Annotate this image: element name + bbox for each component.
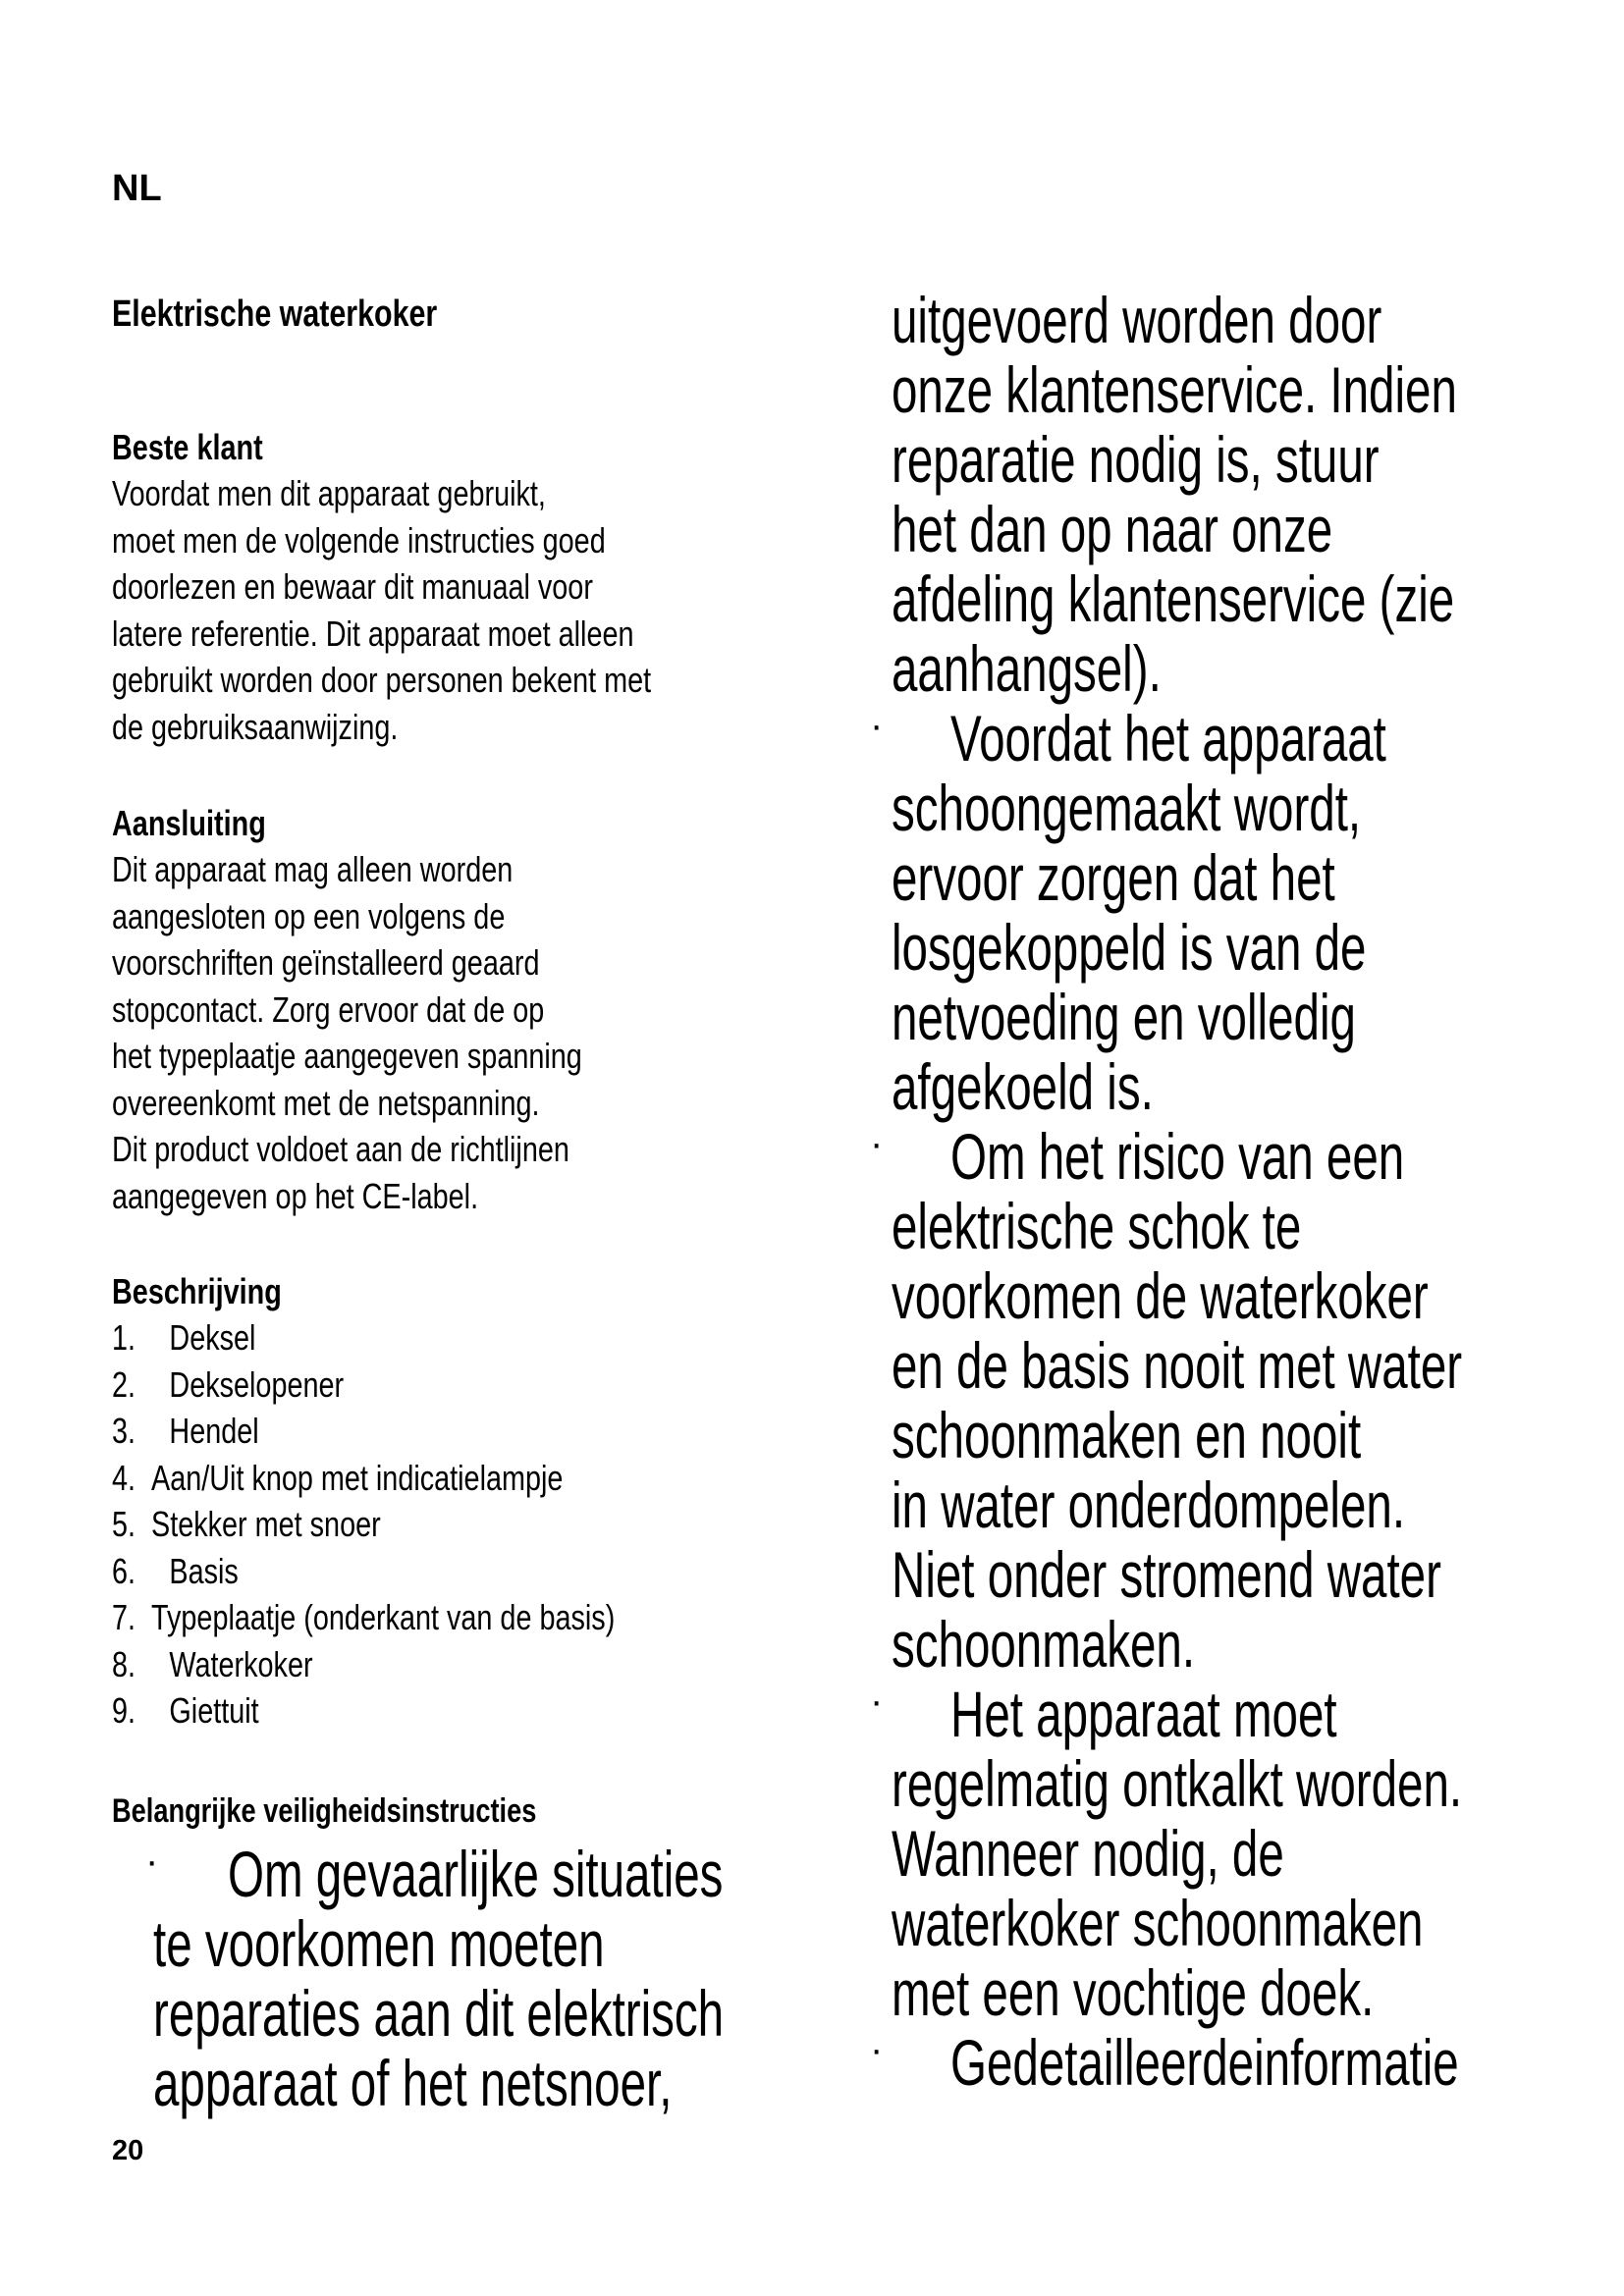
bullet-line: waterkoker schoonmaken (892, 1887, 1424, 1959)
section-aansluiting (112, 800, 839, 1219)
list-item-text: Typeplaatje (onderkant van de basis) (151, 1597, 616, 1637)
list-item (112, 1314, 839, 1362)
safety-bullet (870, 1120, 1624, 1681)
list-item-text: Aan/Uit knop met indicatielampje (151, 1457, 564, 1498)
bullet-line: schoonmaken en nooit (892, 1399, 1362, 1471)
bullet-icon: · (870, 1680, 884, 1723)
body-line: aangegeven op het CE-label. (112, 1175, 479, 1216)
list-item-text: Basis (169, 1550, 239, 1591)
safety-right-column (870, 284, 1624, 2099)
body-line: aangesloten op een volgens de (112, 895, 506, 936)
page-number: 20 (112, 2135, 144, 2166)
list-item-number: 5. (112, 1504, 136, 1544)
bullet-icon: · (145, 1840, 159, 1883)
bullet-line: netvoeding en volledig (892, 981, 1356, 1053)
list-item (112, 1641, 839, 1688)
bullet-line: voorkomen de waterkoker (892, 1259, 1429, 1332)
list-item-number: 4. (112, 1457, 136, 1498)
bullet-line: Gedetailleerdeinformatie (950, 2026, 1459, 2099)
section-veiligheid (112, 1789, 642, 1835)
section-beste-klant (112, 424, 839, 750)
bullet-icon: · (870, 704, 884, 747)
bullet-line: onze klantenservice. Indien (892, 353, 1457, 426)
section-heading: Beschrijving (112, 1271, 282, 1311)
body-line: Dit product voldoet aan de richtlijnen (112, 1129, 569, 1169)
bullet-line: afgekoeld is. (892, 1050, 1154, 1123)
body-line: moet men de volgende instructies goed (112, 519, 606, 561)
bullet-line: uitgevoerd worden door (892, 284, 1382, 356)
bullet-line: met een vochtige doek. (892, 1956, 1375, 2029)
bullet-line: reparaties aan dit elektrisch (153, 1977, 725, 2050)
bullet-line: schoongemaakt wordt, (892, 772, 1362, 844)
body-line: het typeplaatje aangegeven spanning (112, 1036, 582, 1076)
list-item (112, 1408, 839, 1455)
bullet-line: het dan op naar onze (892, 493, 1333, 565)
language-code: NL (112, 168, 162, 209)
body-line: Voordat men dit apparaat gebruikt, (112, 473, 546, 513)
body-line: de gebruiksaanwijzing. (112, 706, 399, 747)
list-item (112, 1362, 839, 1409)
section-body (112, 470, 839, 750)
bullet-icon: · (870, 1122, 884, 1165)
bullet-line: Om het risico van een (950, 1120, 1405, 1193)
list-item-number: 2. (112, 1363, 136, 1405)
safety-bullet-left (145, 1838, 946, 2119)
body-line: gebruikt worden door personen bekent met (112, 660, 652, 700)
body-line: Dit apparaat mag alleen worden (112, 849, 514, 889)
list-item-text: Deksel (169, 1317, 256, 1358)
bullet-line: ervoor zorgen dat het (892, 841, 1335, 914)
body-line: doorlezen en bewaar dit manuaal voor (112, 566, 593, 607)
body-line: latere referentie. Dit apparaat moet alleen (112, 613, 634, 654)
list-item-number: 6. (112, 1550, 136, 1591)
bullet-line: apparaat of het netsnoer, (153, 2047, 673, 2119)
section-body (112, 846, 839, 1219)
list-item-text: Stekker met snoer (151, 1504, 381, 1544)
bullet-line: aanhangsel). (892, 632, 1162, 705)
list-item-text: Waterkoker (169, 1643, 313, 1684)
parts-list (112, 1314, 839, 1735)
bullet-continuation (892, 286, 1624, 704)
bullet-line: regelmatig ontkalkt worden. (892, 1747, 1463, 1820)
document-title (112, 293, 518, 336)
bullet-line: Wanneer nodig, de (892, 1817, 1284, 1890)
bullet-line: te voorkomen moeten (153, 1907, 605, 1980)
body-line: stopcontact. Zorg ervoor dat de op (112, 988, 545, 1030)
safety-bullet (870, 2026, 1624, 2099)
bullet-line: afdeling klantenservice (zie (892, 562, 1455, 635)
bullet-line: in water onderdompelen. (892, 1468, 1406, 1541)
list-item (112, 1548, 839, 1595)
list-item-number: 9. (112, 1690, 136, 1731)
list-item (112, 1501, 839, 1548)
section-heading: Aansluiting (112, 803, 266, 843)
section-heading: Belangrijke veiligheidsinstructies (112, 1792, 537, 1830)
bullet-icon: · (870, 2028, 884, 2071)
bullet-line: reparatie nodig is, stuur (892, 423, 1380, 496)
list-item-number: 8. (112, 1643, 136, 1684)
safety-bullet (870, 1678, 1624, 2029)
section-beschrijving (112, 1268, 839, 1735)
list-item (112, 1455, 839, 1502)
section-heading: Beste klant (112, 427, 263, 467)
safety-bullet (870, 702, 1624, 1123)
bullet-line: Om gevaarlijke situaties (228, 1838, 724, 1910)
list-item-number: 1. (112, 1317, 136, 1358)
list-item-text: Hendel (169, 1411, 259, 1451)
list-item-text: Giettuit (169, 1690, 259, 1731)
bullet-line: schoonmaken. (892, 1608, 1196, 1681)
bullet-line: elektrische schok te (892, 1190, 1302, 1262)
bullet-line: losgekoppeld is van de (892, 911, 1367, 984)
bullet-line: en de basis nooit met water (892, 1329, 1463, 1402)
bullet-line: Het apparaat moet (950, 1678, 1337, 1750)
bullet-line: Niet onder stromend water (892, 1538, 1441, 1611)
list-item (112, 1594, 839, 1641)
list-item-number: 3. (112, 1411, 136, 1451)
body-line: overeenkomt met de netspanning. (112, 1082, 540, 1123)
list-item-text: Dekselopener (169, 1363, 345, 1405)
body-line: voorschriften geïnstalleerd geaard (112, 942, 540, 983)
list-item (112, 1687, 839, 1735)
list-item-number: 7. (112, 1597, 136, 1637)
document-title-text: Elektrische waterkoker (112, 294, 438, 335)
bullet-line: Voordat het apparaat (950, 702, 1386, 774)
